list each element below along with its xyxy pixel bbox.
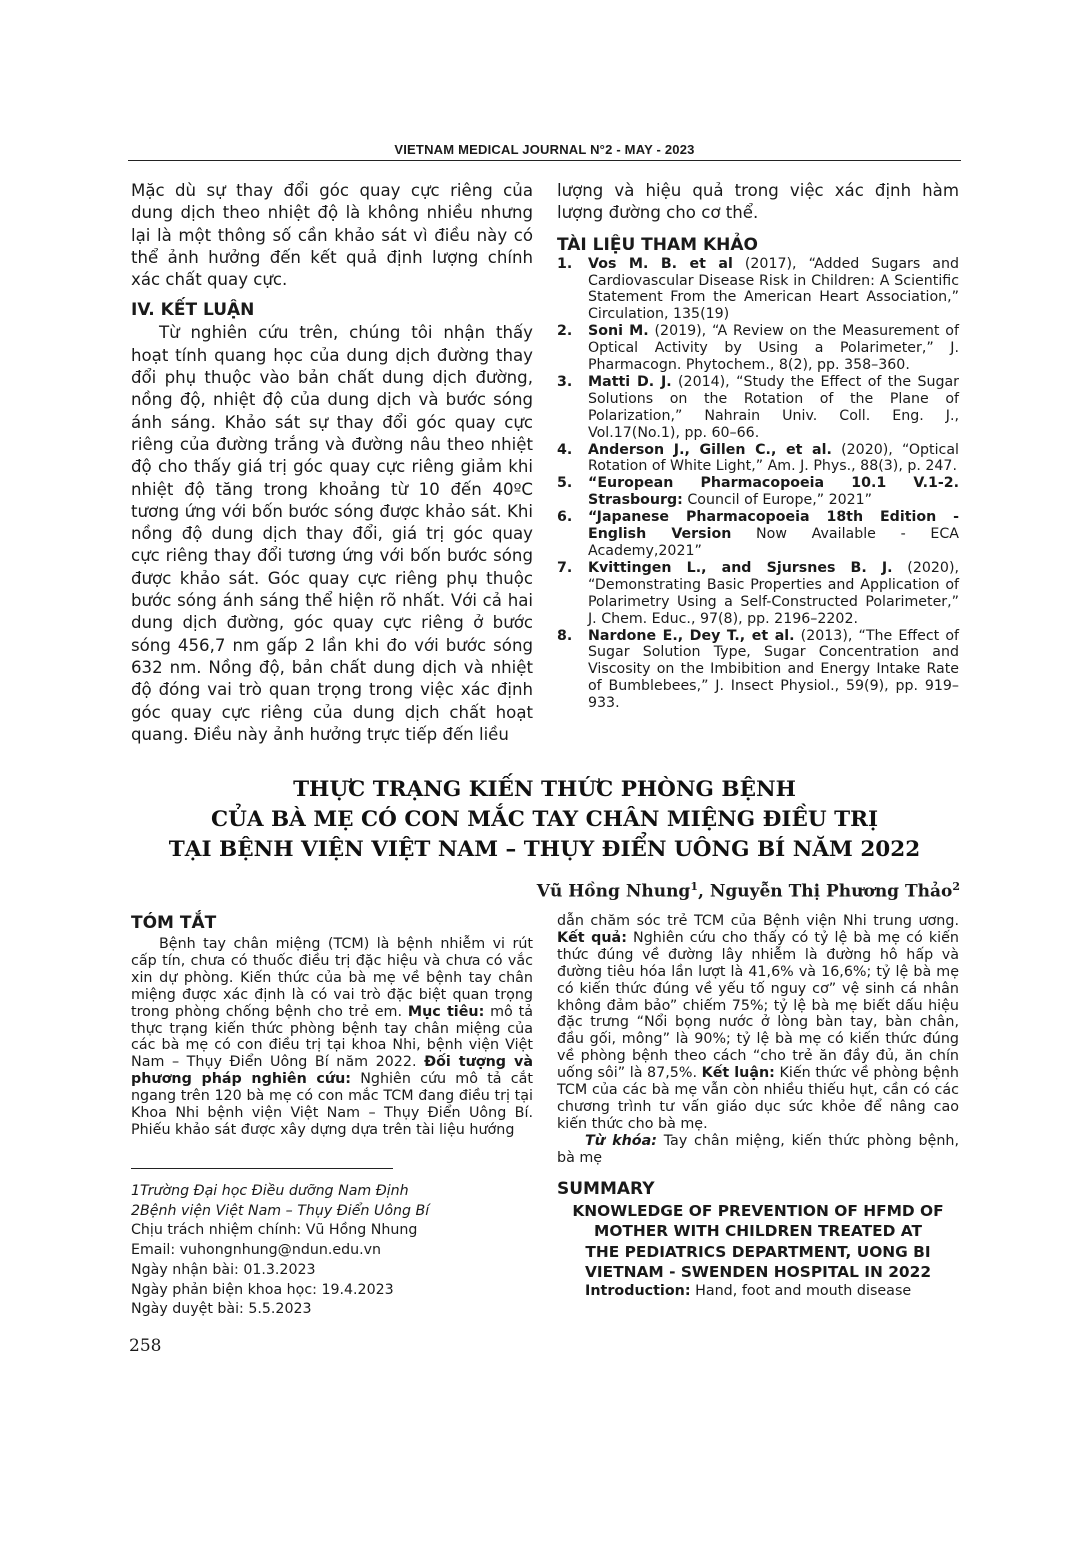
- author-line: Vũ Hồng Nhung$^1$, Nguyễn Thị Phương Thảo$^2$: [536, 880, 960, 902]
- abstract-paragraph: Bệnh tay chân miệng (TCM) là bệnh nhiễm vi rút cấp tín, chưa có thuốc điều trị đặc hiệu và chưa có vắc xin dự phòng. Kiến thức của bà mẹ về bệnh tay chân miệng được xác định là có vai trò đặc biệt quan trọng trong phòng chống bệnh cho trẻ em. Mục tiêu: mô tả thực trạng kiến thức phòng bệnh tay chân miệng của các bà mẹ có con điều trị tại khoa Nhi, bệnh viện Việt Nam – Thụy Điển Uông Bí năm 2022. Đối tượng và phương pháp nghiên cứu: Nghiên cứu mô tả cắt ngang trên 120 bà mẹ có con mắc TCM đang điều trị tại Khoa Nhi bệnh viện Việt Nam – Thụy Điển Uông Bí. Phiếu khảo sát được xây dựng dựa trên tài liệu hướng: [131, 936, 534, 1138]
- reference-item: 5. “European Pharmacopoeia 10.1 V.1-2. Strasbourg: Council of Europe,” 2021”: [557, 475, 959, 509]
- responsible-author: Chịu trách nhiệm chính: Vũ Hồng Nhung: [131, 1222, 418, 1239]
- reference-item: 1. Vos M. B. et al (2017), “Added Sugars and Cardiovascular Disease Risk in Children: A Scientific Statement From the American Heart Association,” Circulation, 135(19): [557, 255, 959, 323]
- conclusion-paragraph: Từ nghiên cứu trên, chúng tôi nhận thấy hoạt tính quang học của dung dịch đường thay đổi phụ thuộc vào bản chất dung dịch đường, nồng độ, nhiệt độ của dung dịch và bước sóng ánh sáng. Khảo sát sự thay đổi góc quay cực riêng của đường trắng và đường nâu theo nhiệt độ cho thấy giá trị góc quay cực riêng giảm khi nhiệt độ tăng trong khoảng từ 10 đến 40ºC tương ứng với bốn bước sóng được khảo sát. Khi nồng độ dung dịch thay đổi, giá trị góc quay cực riêng thay đổi tương ứng với bốn bước sóng được khảo sát. Góc quay cực riêng phụ thuộc bước sóng ánh sáng thể hiện rõ nhất. Với cả hai dung dịch đường, góc quay cực riêng ở bước sóng 456,7 nm gấp 2 lần khi đo với bước sóng 632 nm. Nồng độ, bản chất dung dịch và nhiệt độ đóng vai trò quan trọng trong việc xác định góc quay cực riêng của dung dịch chất hoạt quang. Điều này ảnh hưởng trực tiếp đến liều: [131, 323, 533, 744]
- reference-item: 4. Anderson J., Gillen C., et al. (2020), “Optical Rotation of White Light,” Am. J. Phys., 88(3), p. 247.: [557, 441, 959, 475]
- summary-title-line-4: VIETNAM - SWENDEN HOSPITAL IN 2022: [584, 1263, 932, 1282]
- summary-title-line-3: THE PEDIATRICS DEPARTMENT, UONG BI: [585, 1242, 931, 1261]
- header-rule: [128, 160, 961, 161]
- footnote-rule: [131, 1168, 393, 1169]
- article-title: [128, 775, 961, 865]
- references-heading: TÀI LIỆU THAM KHẢO: [557, 234, 758, 255]
- footnotes: [131, 1182, 533, 1320]
- title-line-1: THỰC TRẠNG KIẾN THỨC PHÒNG BỆNH: [293, 777, 796, 802]
- conclusion-heading: IV. KẾT LUẬN: [131, 300, 255, 321]
- reference-item: 2. Soni M. (2019), “A Review on the Measurement of Optical Activity by Using a Polarimeter,” J. Pharmacogn. Phytochem., 8(2), pp. 358–360.: [557, 323, 959, 374]
- abstract-right-column: [557, 913, 959, 1300]
- reference-item: 7. Kvittingen L., and Sjursnes B. J. (2020), “Demonstrating Basic Properties and Application of Polarimetry Using a Self-Constructed Polarimeter,” J. Chem. Educ., 97(8), pp. 2196–2202.: [557, 559, 959, 627]
- abstract-left-column: [131, 913, 533, 1139]
- title-line-2: CỦA BÀ MẸ CÓ CON MẮC TAY CHÂN MIỆNG ĐIỀU TRỊ: [210, 807, 879, 832]
- reference-item: 6. “Japanese Pharmacopoeia 18th Edition - English Version Now Available - ECA Academy,2021”: [557, 509, 959, 559]
- affiliation-2: 2Bệnh viện Việt Nam – Thụy Điển Uông Bí: [131, 1202, 430, 1219]
- keywords: Từ khóa: Tay chân miệng, kiến thức phòng bệnh, bà mẹ: [557, 1132, 960, 1166]
- references-list: [557, 256, 959, 712]
- title-line-3: TẠI BỆNH VIỆN VIỆT NAM – THỤY ĐIỂN UÔNG BÍ NĂM 2022: [168, 837, 921, 862]
- approval-date: Ngày duyệt bài: 5.5.2023: [131, 1301, 312, 1318]
- summary-heading: SUMMARY: [557, 1178, 655, 1199]
- page-number: 258: [129, 1336, 162, 1356]
- summary-title-line-1: KNOWLEDGE OF PREVENTION OF HFMD OF: [572, 1201, 944, 1220]
- affiliation-1: 1Trường Đại học Điều dưỡng Nam Định: [131, 1183, 409, 1199]
- reference-item: 8. Nardone E., Dey T., et al. (2013), “The Effect of Sugar Solution Type, Sugar Concentration and Viscosity on the Imbibition and Energy Intake Rate of Bumblebees,” J. Insect Physiol., 59(9), pp. 919–933.: [557, 627, 960, 712]
- right-paragraph-1: lượng và hiệu quả trong việc xác định hàm lượng đường cho cơ thể.: [557, 181, 959, 223]
- summary-title-line-2: MOTHER WITH CHILDREN TREATED AT: [594, 1222, 922, 1241]
- email: Email: vuhongnhung@ndun.edu.vn: [131, 1242, 381, 1259]
- reference-item: 3. Matti D. J. (2014), “Study the Effect of the Sugar Solutions on the Rotation of the Plane of Polarization,” Nahrain Univ. Coll. Eng. J., Vol.17(No.1), pp. 60–66.: [557, 373, 959, 441]
- running-header: VIETNAM MEDICAL JOURNAL N°2 - MAY - 2023: [394, 142, 695, 157]
- received-date: Ngày nhận bài: 01.3.2023: [131, 1261, 316, 1278]
- left-column: [131, 180, 533, 746]
- summary-introduction: Introduction: Hand, foot and mouth disease: [585, 1282, 912, 1299]
- abstract-heading: TÓM TẮT: [131, 913, 217, 933]
- review-date: Ngày phản biện khoa học: 19.4.2023: [131, 1281, 394, 1298]
- left-paragraph-1: Mặc dù sự thay đổi góc quay cực riêng của dung dịch theo nhiệt độ là không nhiều nhưng lại là một thông số cần khảo sát vì điều này có thể ảnh hưởng đến kết quả định lượng chính xác chất quay cực.: [131, 181, 533, 290]
- abstract-continuation: dẫn chăm sóc trẻ TCM của Bệnh viện Nhi trung ương. Kết quả: Nghiên cứu cho thấy có tỷ lệ bà mẹ có kiến thức đúng về đường lây nhiễm là đường hô hấp và đường tiêu hóa lần lượt là 41,6% và 16,6%; tỷ lệ bà mẹ có kiến thức đúng về yếu tố nguy cơ” vệ sinh cá nhân không đảm bảo” chiếm 75%; tỷ lệ bà mẹ biết dấu hiệu đặc trưng “Nổi bọng nước ở lòng bàn tay, bàn chân, đầu gối, mông” là 90%; tỷ lệ bà mẹ có kiến thức đúng về phòng bệnh theo cách “cho trẻ ăn đầy đủ, ăn chín uống sôi” là 87,5%. Kết luận: Kiến thức về phòng bệnh TCM của các bà mẹ vẫn còn nhiều thiếu hụt, cần có các chương trình tư vấn giáo dục sức khỏe để nâng cao kiến thức cho bà mẹ.: [557, 913, 959, 1132]
- right-column: [557, 180, 959, 712]
